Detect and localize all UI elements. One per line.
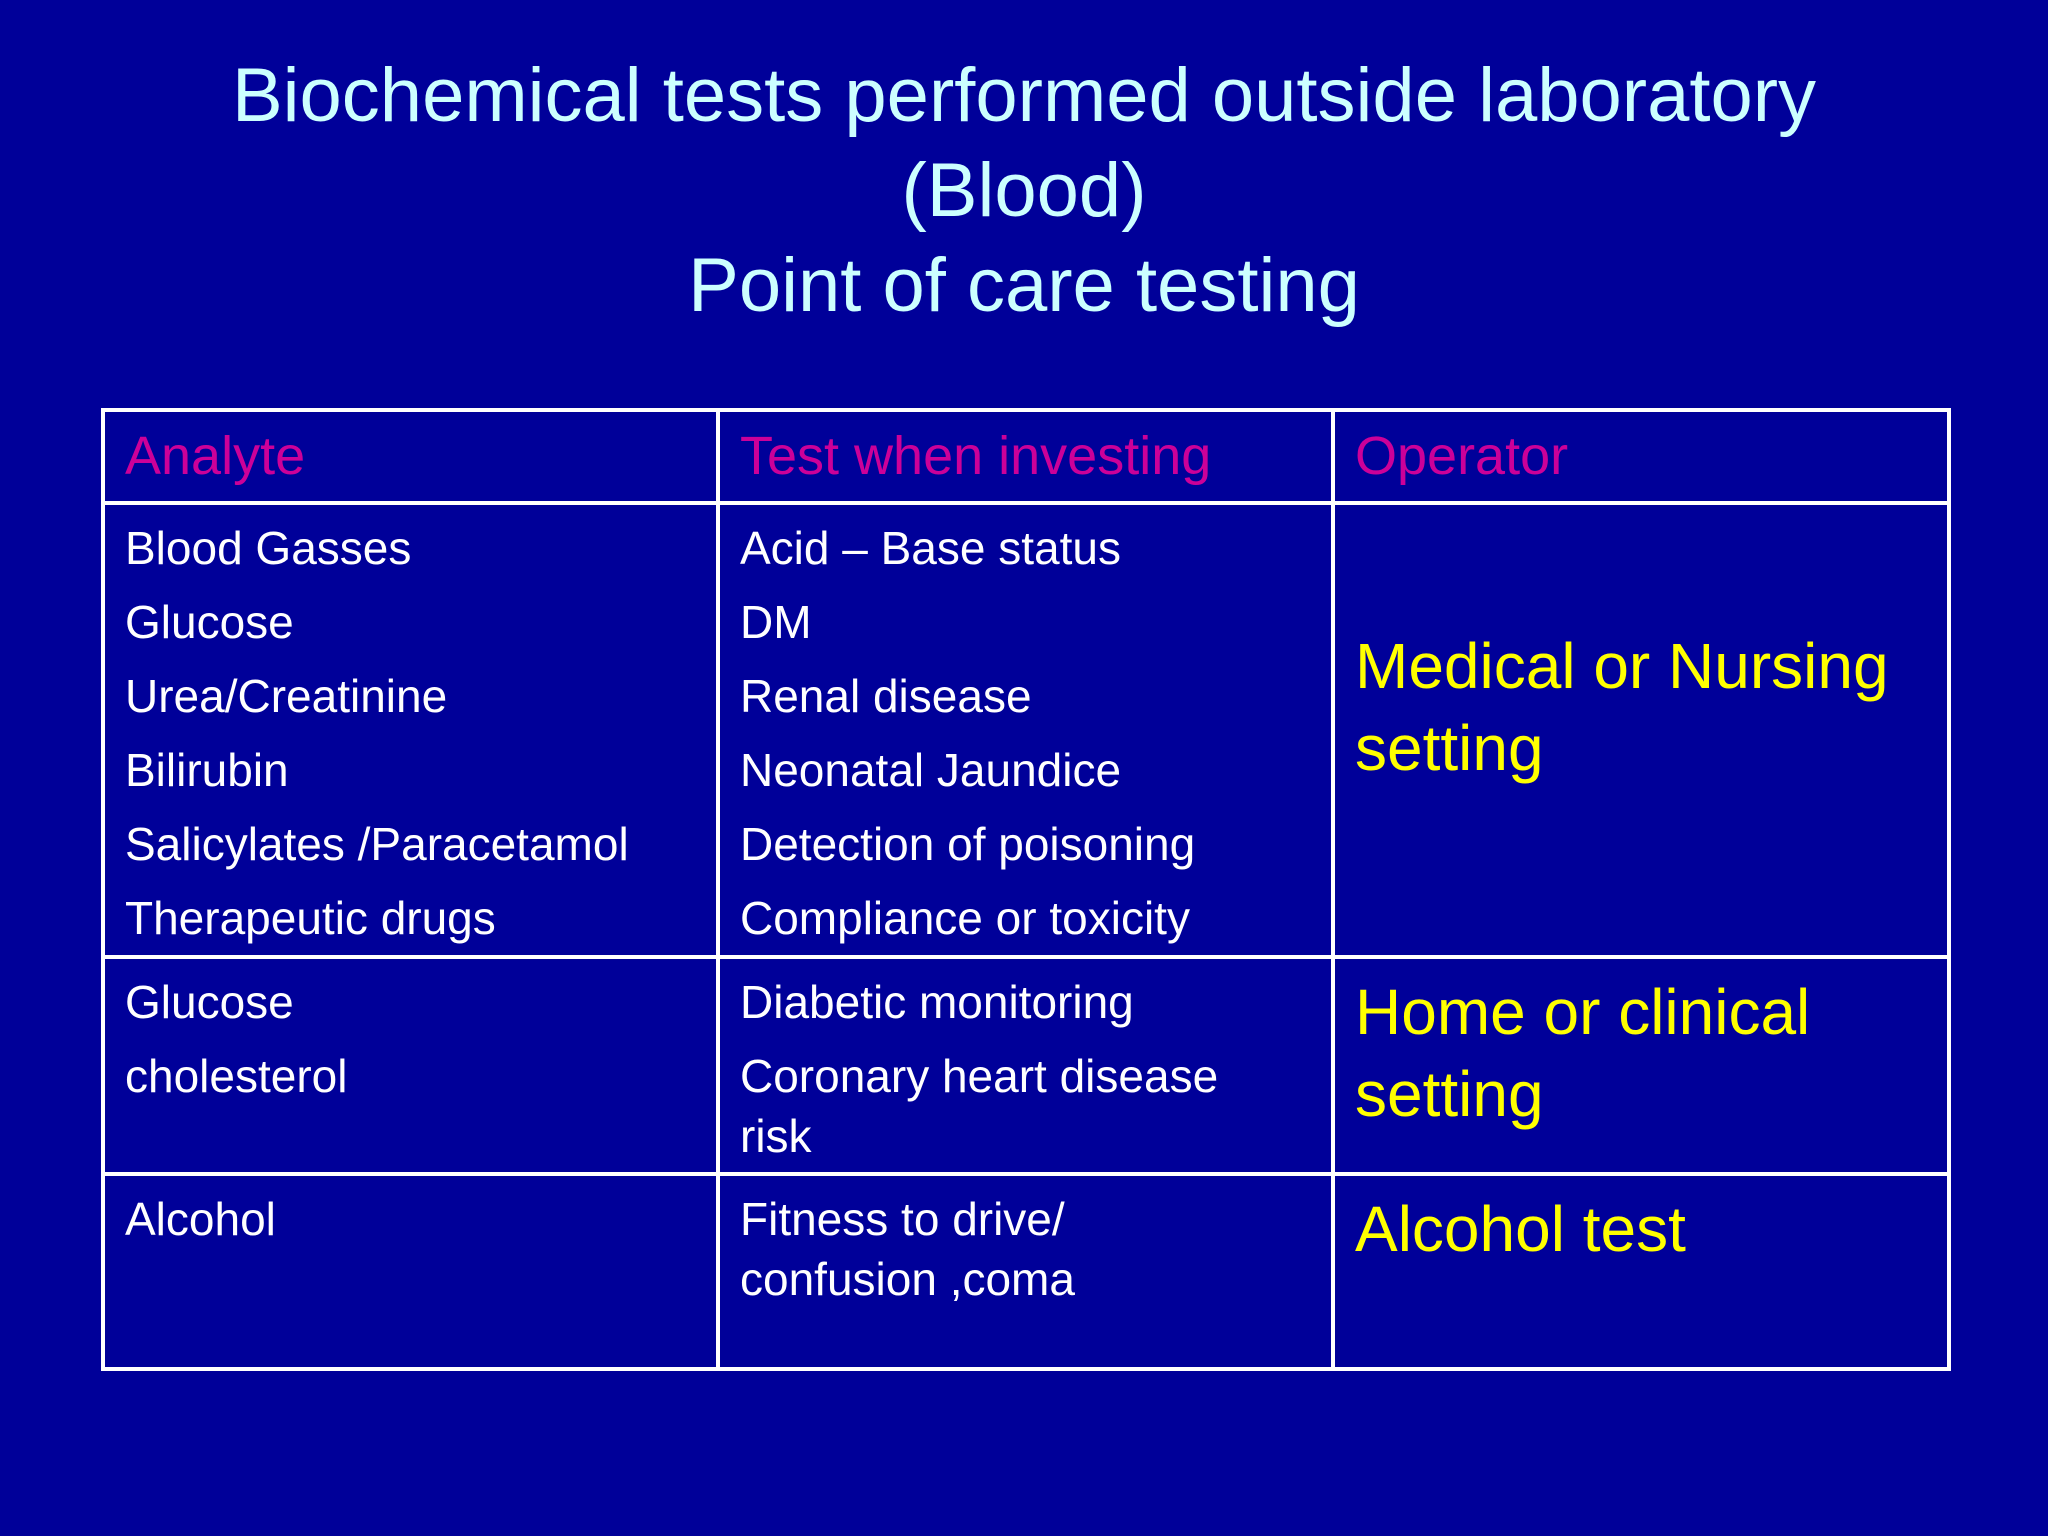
test-item: Fitness to drive/ — [740, 1193, 1065, 1245]
header-operator: Operator — [1333, 410, 1949, 503]
test-item: Acid – Base status — [740, 522, 1121, 574]
operator-cell — [1333, 503, 1949, 957]
analyte-item: Therapeutic drugs — [125, 892, 496, 944]
operator-line: Home or clinical — [1355, 976, 1811, 1048]
test-item: Detection of poisoning — [740, 818, 1196, 870]
point-of-care-table — [101, 408, 1951, 1371]
analyte-cell — [103, 503, 718, 957]
analyte-item: cholesterol — [125, 1050, 348, 1102]
test-cell — [718, 957, 1333, 1174]
table-header-row — [103, 410, 1949, 503]
analyte-cell — [103, 1174, 718, 1369]
table-row — [103, 1174, 1949, 1369]
header-analyte: Analyte — [103, 410, 718, 503]
table-row — [103, 503, 1949, 957]
operator-line: Alcohol test — [1355, 1193, 1686, 1265]
operator-cell — [1333, 957, 1949, 1174]
title-line-2: (Blood) — [901, 148, 1147, 233]
analyte-cell — [103, 957, 718, 1174]
test-item: Coronary heart disease — [740, 1050, 1219, 1102]
header-test-when-investing: Test when investing — [718, 410, 1333, 503]
operator-line: setting — [1355, 712, 1544, 784]
test-cell — [718, 1174, 1333, 1369]
analyte-item: Salicylates /Paracetamol — [125, 818, 629, 870]
test-cell — [718, 503, 1333, 957]
test-item: risk — [740, 1110, 812, 1162]
test-item: Compliance or toxicity — [740, 892, 1190, 944]
analyte-item: Bilirubin — [125, 744, 289, 796]
slide-title — [0, 48, 2048, 333]
analyte-item: Alcohol — [125, 1193, 276, 1245]
analyte-item: Glucose — [125, 976, 294, 1028]
test-item: Neonatal Jaundice — [740, 744, 1122, 796]
title-line-3: Point of care testing — [688, 243, 1360, 328]
test-item: confusion ,coma — [740, 1253, 1075, 1305]
test-item: DM — [740, 596, 812, 648]
operator-cell — [1333, 1174, 1949, 1369]
analyte-item: Blood Gasses — [125, 522, 412, 574]
operator-line: Medical or Nursing — [1355, 630, 1889, 702]
test-item: Renal disease — [740, 670, 1032, 722]
table-row — [103, 957, 1949, 1174]
title-line-1: Biochemical tests performed outside laboratory — [231, 53, 1817, 138]
operator-line: setting — [1355, 1058, 1544, 1130]
analyte-item: Urea/Creatinine — [125, 670, 448, 722]
analyte-item: Glucose — [125, 596, 294, 648]
test-item: Diabetic monitoring — [740, 976, 1134, 1028]
